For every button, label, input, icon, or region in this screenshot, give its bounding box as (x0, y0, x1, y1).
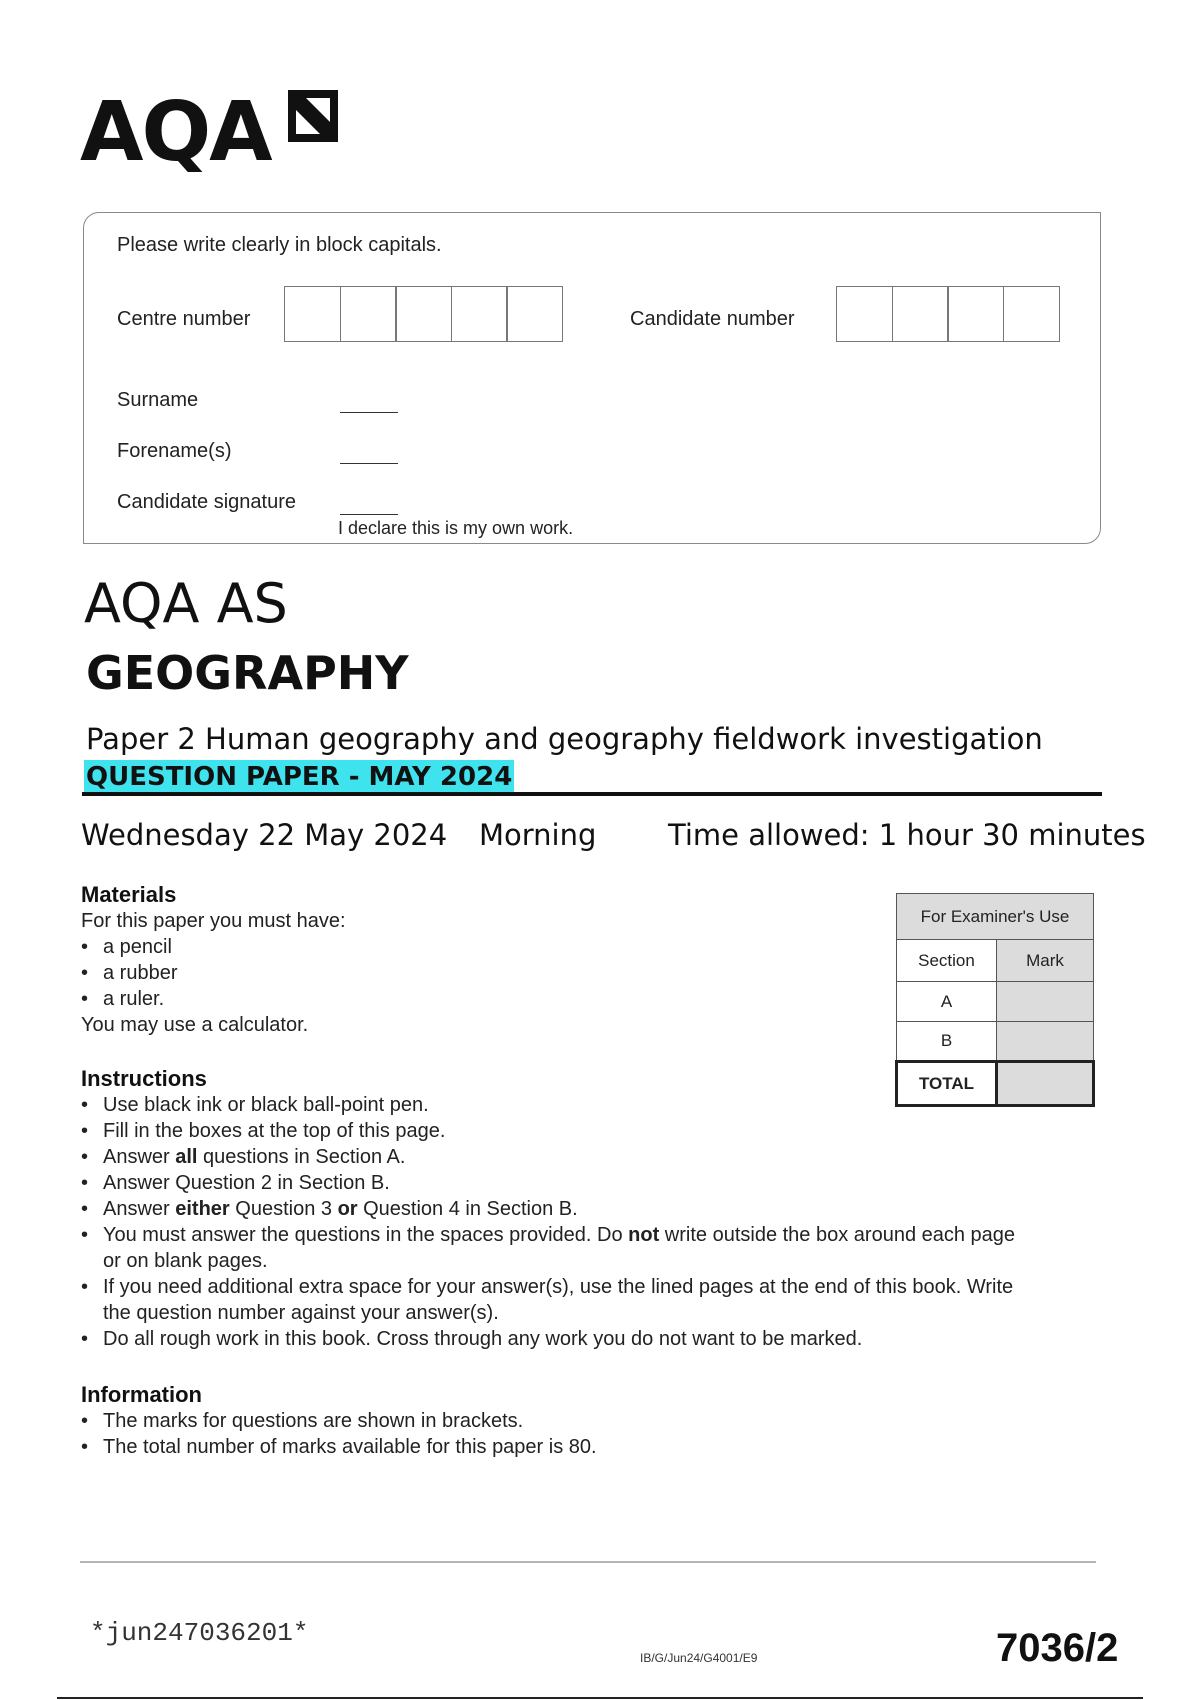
list-item: • Do all rough work in this book. Cross through any work you do not want to be marked. (81, 1326, 1021, 1352)
title-divider (82, 792, 1102, 796)
list-item: • The total number of marks available for this paper is 80. (81, 1434, 981, 1460)
centre-number-boxes[interactable] (284, 286, 563, 342)
centre-digit-box[interactable] (451, 286, 508, 342)
materials-section (81, 882, 781, 1038)
signature-label: Candidate signature (117, 491, 297, 513)
section-cell: B (897, 1022, 997, 1062)
mark-cell[interactable] (997, 1022, 1094, 1062)
exam-date: Wednesday 22 May 2024 (81, 818, 448, 852)
declaration-text: I declare this is my own work. (338, 518, 574, 538)
candidate-digit-box[interactable] (892, 286, 949, 342)
list-item: • Fill in the boxes at the top of this page. (81, 1118, 1021, 1144)
paper-title: Paper 2 Human geography and geography fieldwork investigation (86, 722, 1043, 756)
list-item: • The marks for questions are shown in brackets. (81, 1408, 981, 1434)
question-paper-banner: QUESTION PAPER - MAY 2024 (86, 762, 513, 792)
centre-digit-box[interactable] (340, 286, 397, 342)
instructions-list (81, 1092, 1021, 1352)
instructions-heading: Instructions (81, 1066, 207, 1091)
list-item: • Answer Question 2 in Section B. (81, 1170, 1021, 1196)
barcode-text: *jun247036201* (90, 1618, 309, 1648)
centre-number-label: Centre number (117, 308, 251, 330)
calculator-note: You may use a calculator. (81, 1014, 309, 1036)
reference-code: IB/G/Jun24/G4001/E9 (640, 1651, 758, 1665)
information-list (81, 1408, 981, 1460)
aqa-logo-text: AQA (80, 85, 271, 180)
examiners-use-title: For Examiner's Use (897, 894, 1094, 940)
centre-digit-box[interactable] (284, 286, 341, 342)
block-capitals-instruction: Please write clearly in block capitals. (117, 234, 442, 256)
list-item: • a pencil (81, 934, 781, 960)
examiners-use-table (895, 893, 1095, 1107)
paper-code: 7036/2 (996, 1626, 1119, 1670)
list-item: • If you need additional extra space for your answer(s), use the lined pages at the end of this book. Write the question number against your answer(s). (81, 1274, 1021, 1326)
forename-field[interactable] (340, 463, 398, 464)
mark-cell[interactable] (997, 982, 1094, 1022)
time-allowed: Time allowed: 1 hour 30 minutes (668, 818, 1146, 852)
subject-title: GEOGRAPHY (86, 646, 409, 700)
exam-session: Morning (479, 818, 597, 852)
footer-divider (80, 1561, 1096, 1563)
qualification-title: AQA AS (84, 572, 288, 635)
materials-list (81, 934, 781, 1012)
list-item: • a ruler. (81, 986, 781, 1012)
candidate-digit-box[interactable] (947, 286, 1004, 342)
information-heading: Information (81, 1382, 202, 1407)
surname-label: Surname (117, 389, 199, 411)
list-item: • Answer either Question 3 or Question 4 in Section B. (81, 1196, 1021, 1222)
forename-label: Forename(s) (117, 440, 232, 462)
candidate-digit-box[interactable] (1003, 286, 1060, 342)
list-item: • a rubber (81, 960, 781, 986)
section-header: Section (897, 940, 997, 982)
mark-header: Mark (997, 940, 1094, 982)
section-cell: A (897, 982, 997, 1022)
list-item: • Answer all questions in Section A. (81, 1144, 1021, 1170)
candidate-digit-box[interactable] (836, 286, 893, 342)
centre-digit-box[interactable] (395, 286, 452, 342)
total-label: TOTAL (897, 1062, 997, 1106)
bottom-border (57, 1697, 1143, 1699)
materials-heading: Materials (81, 882, 177, 907)
information-section (81, 1382, 981, 1460)
signature-field[interactable] (340, 514, 398, 515)
surname-field[interactable] (340, 412, 398, 413)
candidate-number-boxes[interactable] (836, 286, 1060, 342)
aqa-logo-mark-icon (284, 88, 340, 144)
centre-digit-box[interactable] (506, 286, 563, 342)
list-item: • You must answer the questions in the spaces provided. Do not write outside the box around each page or on blank pages. (81, 1222, 1021, 1274)
list-item: • Use black ink or black ball-point pen. (81, 1092, 1021, 1118)
materials-intro: For this paper you must have: (81, 910, 346, 932)
total-mark-cell[interactable] (997, 1062, 1094, 1106)
candidate-number-label: Candidate number (630, 308, 795, 330)
instructions-section (81, 1066, 1021, 1352)
